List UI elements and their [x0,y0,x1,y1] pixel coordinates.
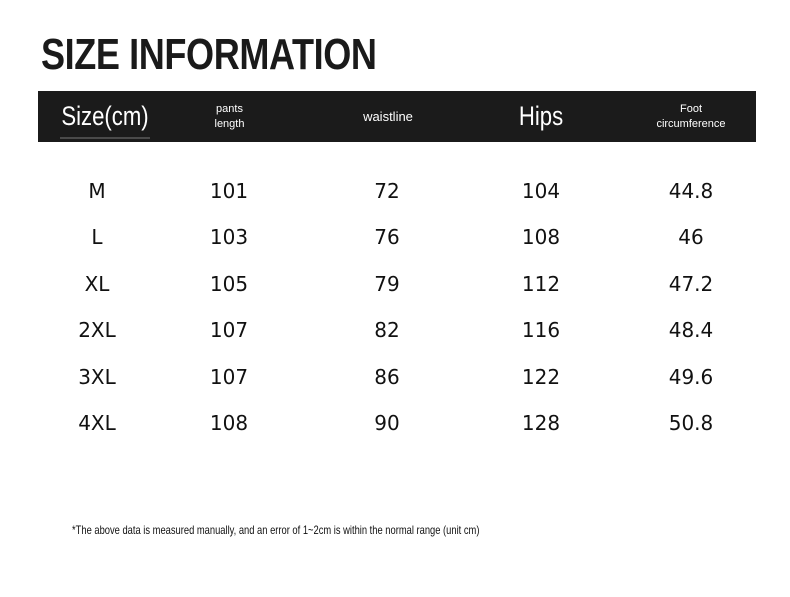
cell-hips: 128 [521,411,561,435]
header-size-label: Size(cm) [61,101,149,131]
header-foot-line1: Foot [679,102,702,115]
cell-waistline: 72 [374,179,400,203]
cell-pants-length: 107 [209,365,249,389]
cell-size: 3XL [78,365,116,389]
table-row [0,354,790,400]
cell-size: L [91,225,103,249]
cell-size: XL [84,272,110,296]
cell-waistline: 82 [374,318,400,342]
cell-hips: 116 [521,318,561,342]
header-foot-line2: circumference [656,117,726,130]
table-header [38,91,756,142]
cell-foot: 50.8 [668,411,714,435]
header-hips [492,91,590,142]
cell-hips: 122 [521,365,561,389]
cell-waistline: 86 [374,365,400,389]
cell-foot: 49.6 [668,365,714,389]
header-waistline-label: waistline [363,109,413,124]
header-hips-label: Hips [518,101,564,131]
cell-hips: 112 [521,272,561,296]
header-size [50,91,160,142]
header-pants-length [172,91,287,142]
cell-hips: 104 [521,179,561,203]
cell-foot: 47.2 [668,272,714,296]
page-title: SIZE INFORMATION [41,30,377,79]
cell-pants-length: 107 [209,318,249,342]
cell-foot: 46 [678,225,704,249]
header-waistline [308,91,468,142]
cell-waistline: 90 [374,411,400,435]
table-row [0,261,790,307]
header-pants-length-line2: length [214,117,245,130]
header-pants-length-line1: pants [216,102,243,115]
cell-waistline: 76 [374,225,400,249]
cell-foot: 48.4 [668,318,714,342]
table-row [0,214,790,260]
cell-waistline: 79 [374,272,400,296]
table-row [0,400,790,446]
footnote: *The above data is measured manually, and an error of 1~2cm is within the normal range (unit cm) [72,523,480,537]
cell-hips: 108 [521,225,561,249]
cell-pants-length: 108 [209,411,249,435]
cell-pants-length: 103 [209,225,249,249]
table-row [0,168,790,214]
cell-size: M [88,179,106,203]
cell-size: 2XL [78,318,116,342]
header-foot-circumference [626,91,756,142]
cell-pants-length: 101 [209,179,249,203]
cell-foot: 44.8 [668,179,714,203]
cell-size: 4XL [78,411,116,435]
table-row [0,307,790,353]
header-size-underline [60,137,150,139]
cell-pants-length: 105 [209,272,249,296]
